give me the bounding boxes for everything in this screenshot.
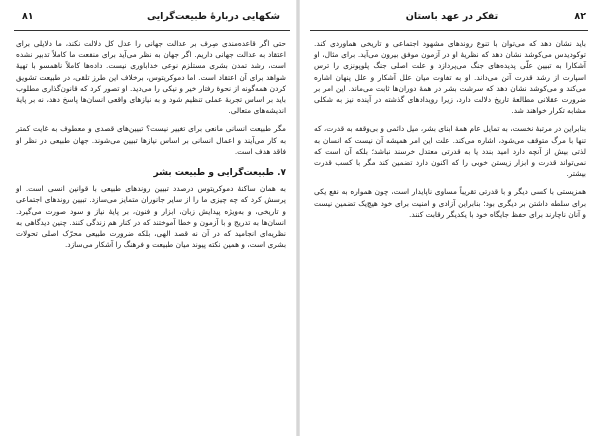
right-page-body xyxy=(314,38,586,436)
left-page-number: ۸۱ xyxy=(22,11,34,22)
section-heading: ۷. طبیعت‌گرایی و طبیعت بشر xyxy=(153,168,286,179)
right-running-title: تفکر در عهد باستان xyxy=(405,11,499,22)
right-page-number: ۸۲ xyxy=(574,11,586,22)
right-paragraph-2: بنابراین در مرتبهٔ نخست، به تمایل عام همهٔ ابنای بشر، میل دائمی و بی‌وقفه به قدرت، که تنها با مرگ متوقف می‌شود، اشاره می‌کند. علت این امر همیشه آن نیست که انسان به لذتی بیش از آنچه دارد امید بندد یا به قدرتی معتدل خرسند نباشد؛ بلکه آن است که نمی‌تواند قدرت و ابزار زیستن خوبی را که اکنون دارد تضمین کند مگر با کسب قدرت بیشتر. xyxy=(314,124,586,179)
right-paragraph-3: همزیستی با کسی دیگر و با قدرتی تقریباً مساوی ناپایدار است، چون همواره به نفع یکی برای سلطه داشتن بر دیگری بود؛ بنابراین آزادی و امنیت برای خود هیچ‌یک تضمین نیست و آنان ناچارند برای حفظ جایگاه خود با یکدیگر رقابت کنند. xyxy=(314,187,586,219)
left-page xyxy=(0,0,296,436)
left-paragraph-2: مگر طبیعت انسانی مانعی برای تغییر نیست؟ تبیین‌های قصدی و معطوف به غایت کمتر به کار می‌آیند و اعمال انسانی بر اساس نیازها تبیین می‌شوند. جهان طبیعی در نظر او فاقد هدف است. xyxy=(16,124,286,156)
left-paragraph-1: حتی اگر قاعده‌مندی صِرف بر عدالت جهانی را عدل کل دلالت نکند، ما دلایلی برای اعتقاد به عدالت جهانی داریم. اگر جهان به نظر می‌آید برای منفعت ما کاملاً تدبیر نشده است، رشد تمدن بشری مستلزم نوعی خداباوری نیست. داده‌ها کاملاً ناهمسو با تهیهٔ شواهد برای آن اعتقاد است. اما دموکریتوس، برخلاف این طرز تلقی، در طبیعت تشویق کردن همه‌گونه از نحوهٔ رفتار خیر و نیکی را می‌دید. او تصور کرد که قانون‌گذاری مطلوب باید بر اساس تجربهٔ عملی تنظیم شود و به نیازهای واقعی انسان‌ها پاسخ دهد، نه بر پایهٔ اندیشه‌های متعالی. xyxy=(16,39,286,116)
right-page xyxy=(300,0,604,436)
left-section-paragraph-1: به همان ساکنهٔ دموکریتوس درصدد تبیین روندهای طبیعی با قوانین انسی است. او پرسش کرد که چه چیزی ما را از سایر جانوران متمایز می‌سازد. تبیین روندهای اجتماعی و تاریخی، و به‌ویژه پیدایش زبان، ابزار و فنون، بر پایهٔ نیاز و سود صورت می‌گیرد. انسان‌ها به تدریج و با آزمون و خطا آموختند که در کنار هم زندگی کنند. چنین دیدگاهی به نظریه‌ای انجامید که در آن نه قصد الهی، بلکه ضرورت طبیعی محرّک اصلی تحولات بشری است، و همین نکته پیوند میان طبیعت و فرهنگ را آشکار می‌سازد. xyxy=(16,184,286,250)
left-page-body xyxy=(16,38,286,436)
right-header-rule xyxy=(310,30,588,31)
left-header-rule xyxy=(14,30,290,31)
left-page-header xyxy=(0,11,296,27)
right-page-header xyxy=(300,11,604,27)
right-paragraph-1: باید نشان دهد که می‌توان با تنوع روندهای مشهود اجتماعی و تاریخی هماوردی کند. توکودیدس می‌کوشد نشان دهد که نظریهٔ او در آزمون موفق بیرون می‌آید. برای مثال، او آشکارا به تبیین علّی پدیده‌های جنگ می‌پردازد و علت اصلی جنگ پلوپونزی را ترس اسپارت از رشد قدرت آتن می‌داند. او به تفاوت میان علل آشکار و علل پنهان اشاره می‌کند و می‌کوشد نشان دهد که سرشت بشر در همهٔ دوران‌ها ثابت می‌ماند. این امر بر ضرورت عقلانی مطالعهٔ تاریخ دلالت دارد، زیرا رویدادهای گذشته در آینده نیز به شکلی مشابه تکرار خواهند شد. xyxy=(314,39,586,116)
left-running-title: شکهایی دربارهٔ طبیعت‌گرایی xyxy=(146,11,280,22)
